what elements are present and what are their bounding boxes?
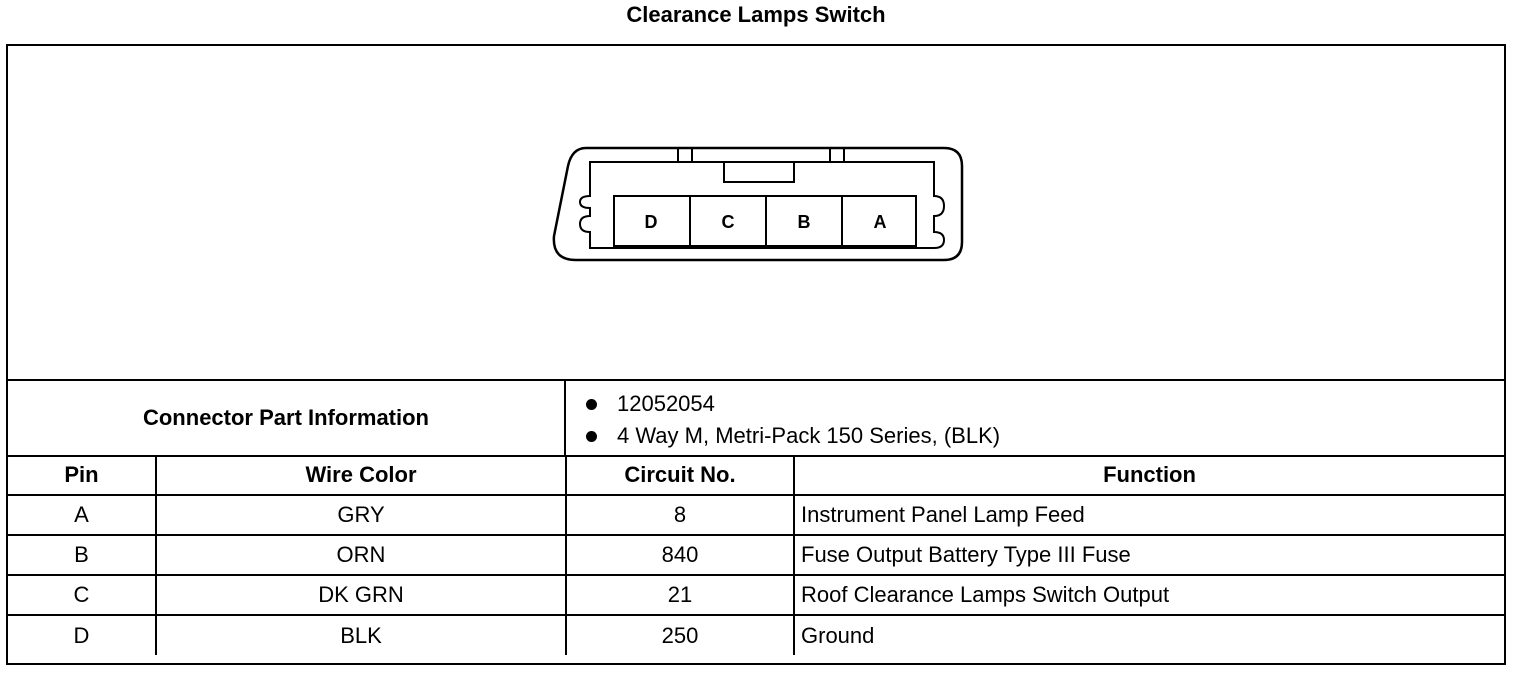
connector-face-diagram <box>8 46 1504 379</box>
table-row <box>8 615 1504 655</box>
connector-diagram-area <box>8 46 1504 381</box>
connector-housing-outline <box>554 148 962 260</box>
circuit-cell: 21 <box>566 575 794 615</box>
table-row <box>8 575 1504 615</box>
circuit-cell: 8 <box>566 495 794 535</box>
connector-part-info-row <box>8 381 1504 457</box>
connector-inner-outline <box>580 162 944 248</box>
terminal-cavities <box>614 196 916 246</box>
header-function: Function <box>794 455 1504 495</box>
latch-posts <box>678 148 844 162</box>
part-info-item <box>586 420 1000 452</box>
page-title: Clearance Lamps Switch <box>626 2 886 27</box>
pin-cell: D <box>8 615 156 655</box>
wire-color-cell: ORN <box>156 535 566 575</box>
circuit-cell: 250 <box>566 615 794 655</box>
header-wire-color: Wire Color <box>156 455 566 495</box>
part-info-label: Connector Part Information <box>8 381 566 455</box>
cavity-label-b: B <box>797 212 811 232</box>
wire-color-cell: DK GRN <box>156 575 566 615</box>
bullet-icon <box>586 431 597 442</box>
function-cell: Instrument Panel Lamp Feed <box>794 495 1504 535</box>
wire-color-cell: GRY <box>156 495 566 535</box>
bullet-icon <box>586 399 597 410</box>
table-header-row <box>8 455 1504 495</box>
pin-cell: A <box>8 495 156 535</box>
header-circuit-no: Circuit No. <box>566 455 794 495</box>
function-cell: Roof Clearance Lamps Switch Output <box>794 575 1504 615</box>
table-row <box>8 495 1504 535</box>
function-cell: Ground <box>794 615 1504 655</box>
pin-table <box>8 455 1504 655</box>
pin-cell: B <box>8 535 156 575</box>
connector-key-tab <box>724 162 794 182</box>
cavity-label-c: C <box>721 212 735 232</box>
pin-cell: C <box>8 575 156 615</box>
connector-table-frame <box>6 44 1506 665</box>
part-number: 12052054 <box>617 391 715 416</box>
function-cell: Fuse Output Battery Type III Fuse <box>794 535 1504 575</box>
part-info-list <box>586 388 1000 452</box>
cavity-label-a: A <box>873 212 887 232</box>
wire-color-cell: BLK <box>156 615 566 655</box>
header-pin: Pin <box>8 455 156 495</box>
part-info-item <box>586 388 1000 420</box>
circuit-cell: 840 <box>566 535 794 575</box>
table-row <box>8 535 1504 575</box>
connector-description: 4 Way M, Metri-Pack 150 Series, (BLK) <box>617 423 1001 448</box>
cavity-label-d: D <box>644 212 658 232</box>
